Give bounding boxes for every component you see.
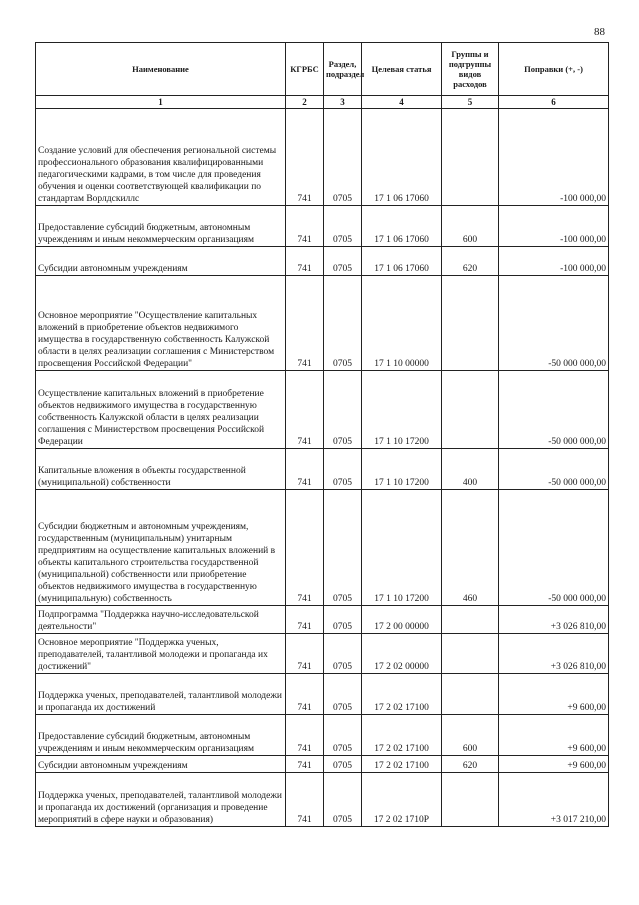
row-kgrbs: 741 bbox=[286, 773, 324, 827]
column-number: 6 bbox=[499, 96, 609, 109]
row-section: 0705 bbox=[324, 276, 362, 371]
row-group bbox=[442, 606, 499, 634]
row-name: Субсидии бюджетным и автономным учреждениям, государственным (муниципальным) унитарным предприятиям на осуществление капитальных вложений в объекты капитального строительства государственной (муниципальной) собственности или приобретение объектов недвижимого имущества в государственную (муниципальную) собственность bbox=[36, 490, 286, 606]
row-amount: -50 000 000,00 bbox=[499, 371, 609, 449]
row-group: 620 bbox=[442, 756, 499, 773]
row-section: 0705 bbox=[324, 206, 362, 247]
row-target: 17 1 10 17200 bbox=[362, 449, 442, 490]
row-group bbox=[442, 371, 499, 449]
row-target: 17 1 10 17200 bbox=[362, 371, 442, 449]
row-target: 17 1 06 17060 bbox=[362, 247, 442, 276]
row-name: Подпрограмма "Поддержка научно-исследовательской деятельности" bbox=[36, 606, 286, 634]
row-amount: +3 017 210,00 bbox=[499, 773, 609, 827]
row-target: 17 2 02 1710Р bbox=[362, 773, 442, 827]
table-row bbox=[36, 490, 609, 606]
header-group: Группы и подгруппы видов расходов bbox=[442, 43, 499, 96]
row-group: 620 bbox=[442, 247, 499, 276]
row-kgrbs: 741 bbox=[286, 206, 324, 247]
table-row bbox=[36, 206, 609, 247]
row-amount: +9 600,00 bbox=[499, 715, 609, 756]
row-target: 17 2 00 00000 bbox=[362, 606, 442, 634]
row-name: Создание условий для обеспечения региональной системы профессионального образования квалифицированными педагогическими кадрами, в том числе для проведения обучения и оценки соответствующей квалификации по стандартам Ворлдскиллс bbox=[36, 109, 286, 206]
row-section: 0705 bbox=[324, 756, 362, 773]
row-amount: -100 000,00 bbox=[499, 206, 609, 247]
row-amount: +9 600,00 bbox=[499, 674, 609, 715]
header-section: Раздел, подраздел bbox=[324, 43, 362, 96]
row-group bbox=[442, 276, 499, 371]
row-target: 17 2 02 00000 bbox=[362, 634, 442, 674]
row-section: 0705 bbox=[324, 674, 362, 715]
row-name: Осуществление капитальных вложений в приобретение объектов недвижимого имущества в государственную собственность Калужской области в целях реализации соглашения с Министерством просвещения Российской Федерации bbox=[36, 371, 286, 449]
column-number: 1 bbox=[36, 96, 286, 109]
row-group bbox=[442, 634, 499, 674]
table-row bbox=[36, 715, 609, 756]
column-number: 5 bbox=[442, 96, 499, 109]
row-name: Основное мероприятие "Осуществление капитальных вложений в приобретение объектов недвижимого имущества в государственную собственность Калужской области в целях реализации соглашения с Министерством просвещения Российской Федерации" bbox=[36, 276, 286, 371]
column-number: 4 bbox=[362, 96, 442, 109]
table-row bbox=[36, 634, 609, 674]
row-group bbox=[442, 109, 499, 206]
row-target: 17 1 10 17200 bbox=[362, 490, 442, 606]
row-name: Предоставление субсидий бюджетным, автономным учреждениям и иным некоммерческим организациям bbox=[36, 715, 286, 756]
row-group bbox=[442, 773, 499, 827]
row-amount: +3 026 810,00 bbox=[499, 606, 609, 634]
row-section: 0705 bbox=[324, 109, 362, 206]
table-row bbox=[36, 449, 609, 490]
row-kgrbs: 741 bbox=[286, 634, 324, 674]
row-kgrbs: 741 bbox=[286, 449, 324, 490]
row-target: 17 2 02 17100 bbox=[362, 674, 442, 715]
row-section: 0705 bbox=[324, 371, 362, 449]
row-group bbox=[442, 674, 499, 715]
row-target: 17 1 10 00000 bbox=[362, 276, 442, 371]
row-kgrbs: 741 bbox=[286, 674, 324, 715]
row-name: Поддержка ученых, преподавателей, талантливой молодежи и пропаганда их достижений (организация и проведение мероприятий в сфере науки и образования) bbox=[36, 773, 286, 827]
row-group: 400 bbox=[442, 449, 499, 490]
row-kgrbs: 741 bbox=[286, 490, 324, 606]
row-kgrbs: 741 bbox=[286, 247, 324, 276]
budget-table bbox=[35, 42, 609, 827]
row-name: Основное мероприятие "Поддержка ученых, преподавателей, талантливой молодежи и пропаганда их достижений" bbox=[36, 634, 286, 674]
row-amount: -50 000 000,00 bbox=[499, 449, 609, 490]
row-kgrbs: 741 bbox=[286, 276, 324, 371]
row-kgrbs: 741 bbox=[286, 109, 324, 206]
header-target: Целевая статья bbox=[362, 43, 442, 96]
table-row bbox=[36, 247, 609, 276]
header-kgrbs: КГРБС bbox=[286, 43, 324, 96]
row-name: Предоставление субсидий бюджетным, автономным учреждениям и иным некоммерческим организациям bbox=[36, 206, 286, 247]
row-kgrbs: 741 bbox=[286, 371, 324, 449]
row-group: 600 bbox=[442, 206, 499, 247]
row-name: Субсидии автономным учреждениям bbox=[36, 756, 286, 773]
row-section: 0705 bbox=[324, 634, 362, 674]
table-row bbox=[36, 276, 609, 371]
row-amount: +3 026 810,00 bbox=[499, 634, 609, 674]
row-section: 0705 bbox=[324, 247, 362, 276]
row-target: 17 2 02 17100 bbox=[362, 715, 442, 756]
column-number: 3 bbox=[324, 96, 362, 109]
table-row bbox=[36, 109, 609, 206]
row-amount: -50 000 000,00 bbox=[499, 490, 609, 606]
header-name: Наименование bbox=[36, 43, 286, 96]
row-section: 0705 bbox=[324, 490, 362, 606]
table-row bbox=[36, 674, 609, 715]
row-amount: -100 000,00 bbox=[499, 109, 609, 206]
row-name: Субсидии автономным учреждениям bbox=[36, 247, 286, 276]
table-row bbox=[36, 371, 609, 449]
table-row bbox=[36, 773, 609, 827]
row-amount: -100 000,00 bbox=[499, 247, 609, 276]
header-amount: Поправки (+, -) bbox=[499, 43, 609, 96]
row-target: 17 1 06 17060 bbox=[362, 109, 442, 206]
row-section: 0705 bbox=[324, 606, 362, 634]
column-number-row bbox=[36, 96, 609, 109]
row-amount: +9 600,00 bbox=[499, 756, 609, 773]
column-number: 2 bbox=[286, 96, 324, 109]
row-group: 460 bbox=[442, 490, 499, 606]
row-section: 0705 bbox=[324, 449, 362, 490]
row-kgrbs: 741 bbox=[286, 715, 324, 756]
row-group: 600 bbox=[442, 715, 499, 756]
row-kgrbs: 741 bbox=[286, 606, 324, 634]
row-section: 0705 bbox=[324, 773, 362, 827]
table-row bbox=[36, 606, 609, 634]
row-name: Капитальные вложения в объекты государственной (муниципальной) собственности bbox=[36, 449, 286, 490]
row-target: 17 1 06 17060 bbox=[362, 206, 442, 247]
row-kgrbs: 741 bbox=[286, 756, 324, 773]
row-name: Поддержка ученых, преподавателей, талантливой молодежи и пропаганда их достижений bbox=[36, 674, 286, 715]
row-target: 17 2 02 17100 bbox=[362, 756, 442, 773]
row-amount: -50 000 000,00 bbox=[499, 276, 609, 371]
page-number: 88 bbox=[594, 26, 605, 38]
header-row bbox=[36, 43, 609, 96]
row-section: 0705 bbox=[324, 715, 362, 756]
table-row bbox=[36, 756, 609, 773]
